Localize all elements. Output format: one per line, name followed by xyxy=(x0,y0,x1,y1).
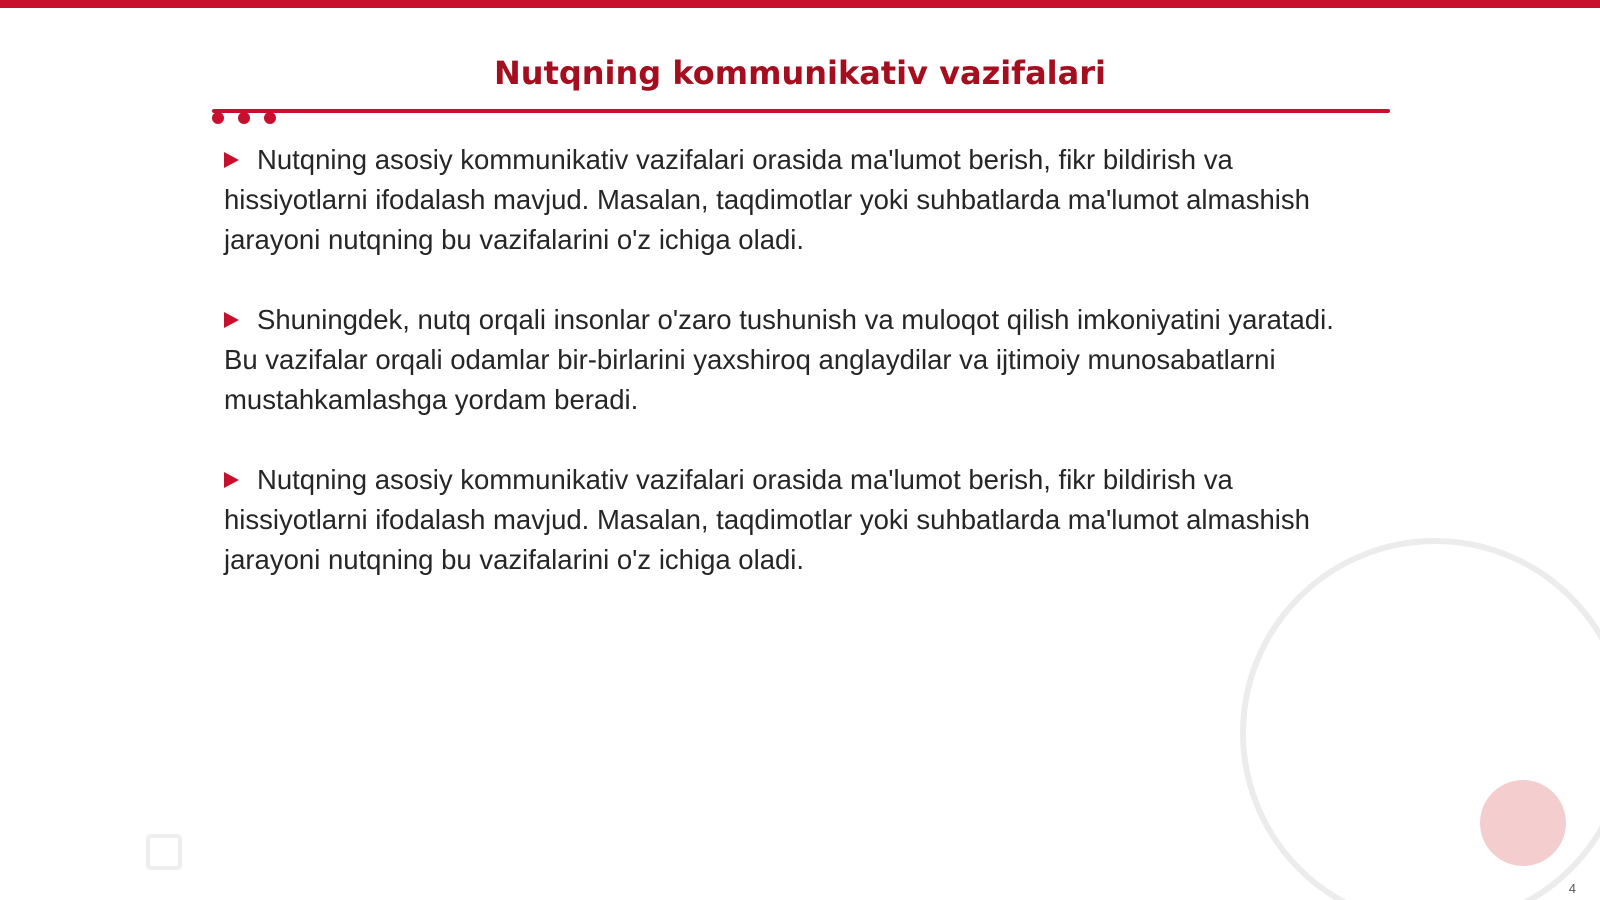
top-accent-bar xyxy=(0,0,1600,8)
triangle-bullet-icon xyxy=(224,312,239,328)
bullet-list xyxy=(224,140,1374,620)
decorative-circle xyxy=(1480,780,1566,866)
slide-title: Nutqning kommunikativ vazifalari xyxy=(494,54,1106,92)
bullet-text: Nutqning asosiy kommunikativ vazifalari orasida ma'lumot berish, fikr bildirish va hissiyotlarni ifodalash mavjud. Masalan, taqdimotlar yoki suhbatlarda ma'lumot almashish jarayoni nutqning bu vazifalarini o'z ichiga oladi. xyxy=(224,464,1310,575)
decorative-dot xyxy=(212,112,224,124)
triangle-bullet-icon xyxy=(224,472,239,488)
bullet-item-2 xyxy=(224,300,1374,420)
decorative-dot xyxy=(264,112,276,124)
decorative-square xyxy=(146,834,182,870)
slide-number: 4 xyxy=(1568,881,1576,896)
decorative-dot xyxy=(238,112,250,124)
bullet-text: Nutqning asosiy kommunikativ vazifalari orasida ma'lumot berish, fikr bildirish va hissiyotlarni ifodalash mavjud. Masalan, taqdimotlar yoki suhbatlarda ma'lumot almashish jarayoni nutqning bu vazifalarini o'z ichiga oladi. xyxy=(224,144,1310,255)
bullet-item-3 xyxy=(224,460,1374,580)
triangle-bullet-icon xyxy=(224,152,239,168)
bullet-text: Shuningdek, nutq orqali insonlar o'zaro tushunish va muloqot qilish imkoniyatini yaratadi. Bu vazifalar orqali odamlar bir-birlarini yaxshiroq anglaydilar va ijtimoiy munosabatlarni mustahkamlashga yordam beradi. xyxy=(224,304,1334,415)
title-underline xyxy=(212,109,1390,113)
bullet-item-1 xyxy=(224,140,1374,260)
